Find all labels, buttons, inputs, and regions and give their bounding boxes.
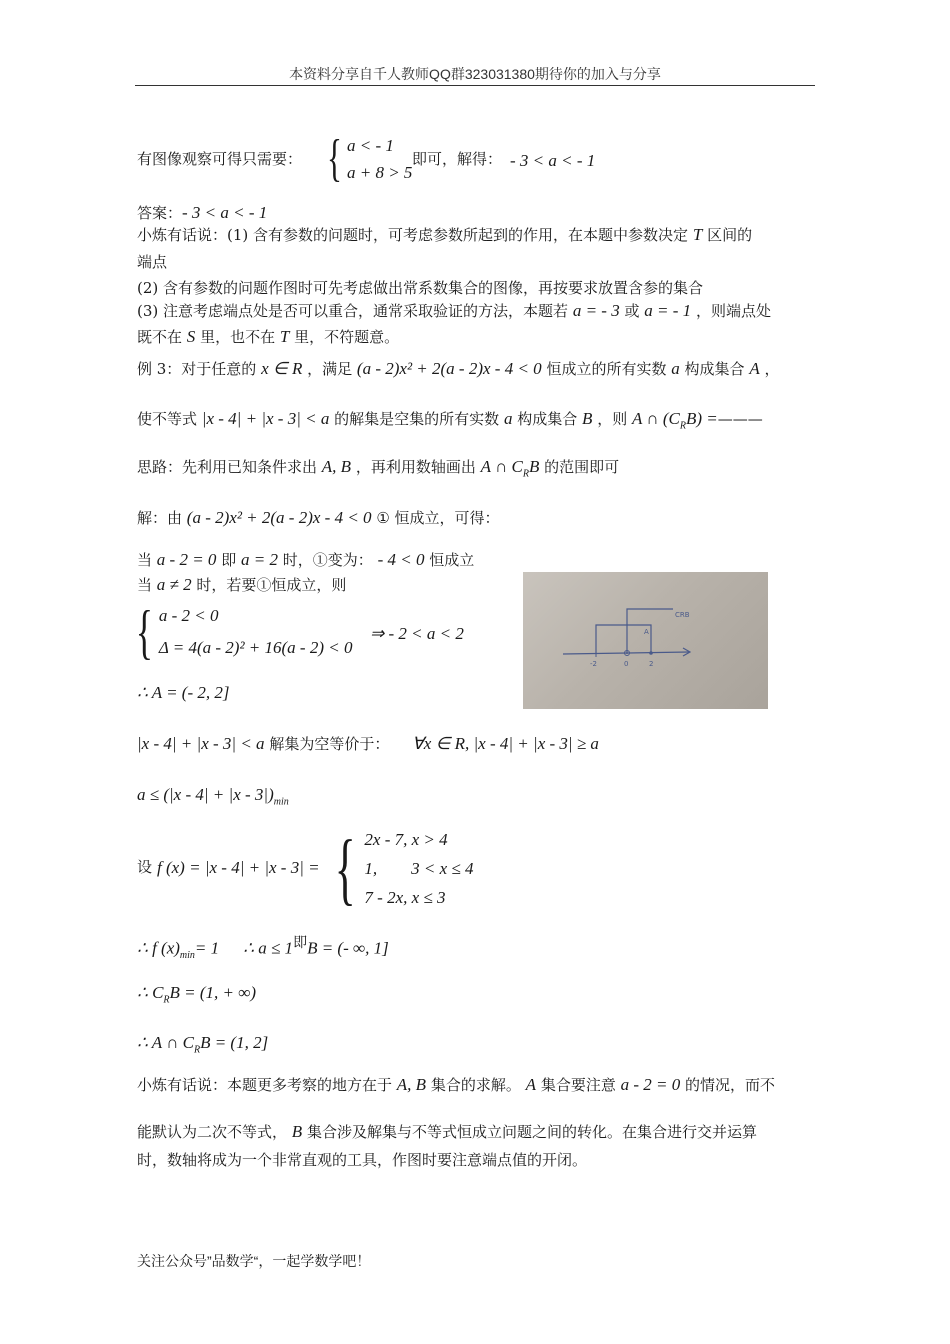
example-inequality: (a - 2)x² + 2(a - 2)x - 4 < 0 [356,359,542,378]
solution-text: 时，若要①恒成立，则 [196,576,347,594]
tick-label-right: 2 [649,660,654,668]
system-A-line-1: a - 2 < 0 [158,606,219,625]
idea-text: ，再利用数轴画出 [355,458,476,476]
example-text: ，则 [597,410,628,428]
example-math: x ∈ R [261,359,303,378]
remark2-line3: 时，数轴将成为一个非常直观的工具，作图时要注意端点值的开闭。 [137,1151,588,1169]
case-3: 7 - 2x, x ≤ 3 [364,888,446,907]
answer-blank: ——— [717,410,763,428]
remark2-line2 [137,1121,757,1142]
number-line-axis [563,652,689,654]
solution-text: 即 [221,551,237,569]
piecewise-def: f (x) = |x - 4| + |x - 3| = [157,858,320,877]
idea-expr: A ∩ $C_RB$ [480,457,540,480]
remark1-symbol-T: T [279,327,290,346]
remark1-symbol-S: S [186,327,196,346]
remark1-text: ，则端点处 [695,302,771,320]
solution-inequality: (a - 2)x² + 2(a - 2)x - 4 < 0 [186,508,372,527]
solution-text: 时，①变为： [282,551,373,569]
example-inequality: |x - 4| + |x - 3| < a [201,409,330,428]
min-line: $a \le (|x - 4| + |x - 3|)_{min}$ [137,785,289,808]
condition-system: { a < - 1 a + 8 > 5 [326,130,413,187]
tick-label-mid: 0 [624,660,629,668]
system-A-result: ⇒ - 2 < a < 2 [370,624,464,643]
example-question-expr: A ∩ $(C_RB)$ = [631,409,718,432]
condition-result: - 3 < a < - 1 [510,151,596,170]
remark2-math: A, B [396,1075,427,1094]
idea-math: A, B [321,457,352,476]
example-text: 构成集合 [517,410,578,428]
solution-math: a - 2 = 0 [156,550,217,569]
remark2-text: 集合涉及解集与不等式恒成立问题之间的转化。在集合进行交并运算 [306,1123,757,1141]
example-text: 构成集合 [684,360,745,378]
remark2-math: a - 2 = 0 [620,1075,681,1094]
remark1-text: 既不在 [137,328,183,346]
example-math: a [671,359,680,378]
solution-system-A: { a - 2 < 0 Δ = 4(a - 2)² + 16(a - 2) < 0 [135,599,353,665]
set-A-result: ∴ A = (- 2, 2] [137,683,230,702]
remark2-set-B: B [291,1122,303,1141]
complement-line: ∴ $C_RB = (1$, + ∞) [137,983,257,1006]
label-A: A [644,628,649,636]
answer-value: - 3 < a < - 1 [182,203,268,222]
case-2: 1, 3 < x ≤ 4 [364,859,474,878]
example-text: 的解集是空集的所有实数 [334,410,500,428]
condition-lead: 有图像观察可得只需要： [137,150,303,168]
fmin-line: ∴ f $(x)_{min}= 1$ ∴ $a \le 1^即B$ = (- ∞, 1] [137,935,389,962]
example-math: a [503,409,513,428]
idea-text: 思路：先利用已知条件求出 [137,458,318,476]
condition-mid: 即可，解得： [412,150,503,168]
remark1-line4 [137,300,771,321]
remark1-text: 里，也不在 [200,328,276,346]
remark1-math: a = - 1 [644,301,692,320]
idea-line [137,456,619,479]
system-line-2: a + 8 > 5 [346,163,413,182]
example-text: 使不等式 [137,410,198,428]
empty-set-line [137,733,599,754]
final-result-line: ∴ A ∩ $C_RB = (1$, 2] [137,1033,269,1056]
solution-text: 解集为空等价于： [269,735,390,753]
remark1-text: 小炼有话说：(1) 含有参数的问题时，可考虑参数所起到的作用，在本题中参数决定 [137,226,689,244]
example-line2 [137,408,763,431]
set-CrB-bracket [627,609,673,654]
answer-line [137,202,267,223]
solution-text: 解：由 [137,509,183,527]
solution-text: ① 恒成立，可得： [376,509,500,527]
number-line-photo [523,572,768,709]
example-line1 [137,358,780,379]
remark1-text: 区间的 [707,226,753,244]
remark2-text: 能默认为二次不等式， [137,1123,288,1141]
remark1-line1 [137,224,752,245]
set-A-bracket [596,625,651,654]
solution-line2 [137,549,474,570]
page-header: 本资料分享自千人教师QQ群323031380期待你的加入与分享 [289,66,661,82]
label-CrB: CRB [675,611,690,619]
remark2-text: 集合的求解。 [430,1076,521,1094]
remark1-math: a = - 3 [572,301,620,320]
remark1-line5 [137,326,399,347]
system-line-1: a < - 1 [346,136,394,155]
answer-label: 答案： [137,204,183,222]
example-set-B: B [582,409,593,428]
remark2-set-A: A [525,1075,537,1094]
remark1-text: (3) 注意考虑端点处是否可以重合，通常采取验证的方法，本题若 [137,302,569,320]
empty-inequality: |x - 4| + |x - 3| < a [137,734,265,753]
solution-math: a ≠ 2 [156,575,192,594]
tick-label-left: -2 [590,660,597,668]
remark2-text: 集合要注意 [540,1076,616,1094]
remark1-text: 里，不符题意。 [294,328,400,346]
case-1: 2x - 7, x > 4 [364,830,448,849]
remark1-symbol-T: T [692,225,703,244]
idea-text: 的范围即可 [544,458,620,476]
forall-inequality: ∀x ∈ R, |x - 4| + |x - 3| ≥ a [412,734,599,753]
remark2-line1 [137,1074,775,1095]
number-line-drawing [523,572,768,709]
remark2-text: 小炼有话说：本题更多考察的地方在于 [137,1076,393,1094]
solution-text: 恒成立 [429,551,475,569]
page-footer: 关注公众号”品数学“，一起学数学吧！ [137,1253,371,1269]
solution-math: a = 2 [241,550,278,569]
remark2-text: 的情况，而不 [685,1076,776,1094]
system-A-line-2: Δ = 4(a - 2)² + 16(a - 2) < 0 [158,638,353,657]
example-text: ，满足 [307,360,353,378]
remark1-line3: (2) 含有参数的问题作图时可先考虑做出常系数集合的图像，再按要求放置含参的集合 [137,279,704,297]
example-text: 恒成立的所有实数 [546,360,667,378]
example-text: ， [764,360,780,378]
solution-text: 当 [137,551,153,569]
closed-point-icon [649,651,653,655]
solution-text: 当 [137,576,153,594]
remark1-text: 或 [624,302,640,320]
piecewise-cases: { 2x - 7, x > 4 1, 3 < x ≤ 4 7 - 2x, x ≤ 3 [334,824,474,913]
solution-line3 [137,574,346,595]
example-text: 例 3：对于任意的 [137,360,257,378]
example-set-A: A [749,359,760,378]
solution-math: - 4 < 0 [377,550,425,569]
solution-line1 [137,507,500,528]
piecewise-lead: 设 [137,858,153,876]
remark1-line2: 端点 [137,253,168,271]
header-rule [135,85,815,86]
